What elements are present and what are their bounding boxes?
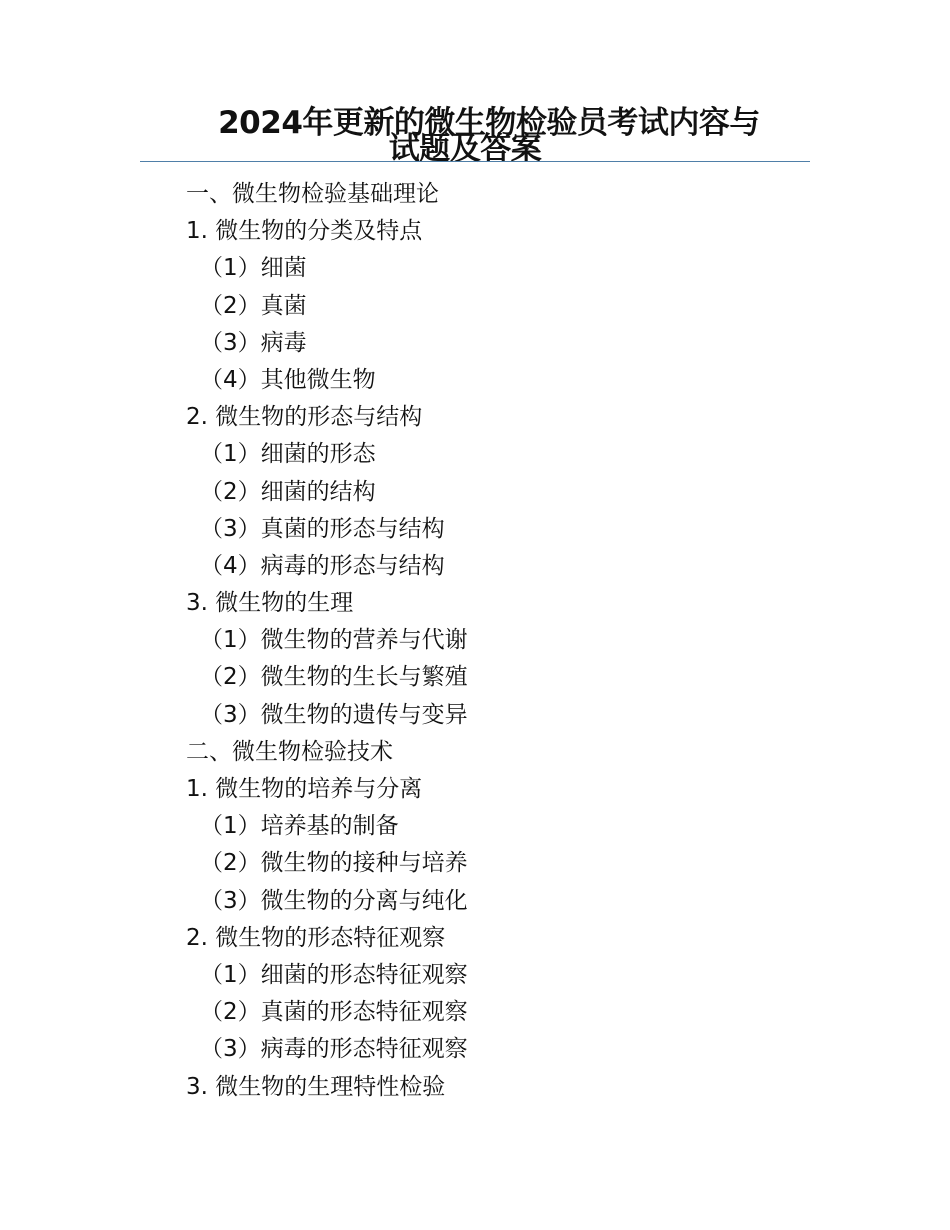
outline-item: 二、微生物检验技术 bbox=[186, 738, 393, 765]
outline-item: 1. 微生物的培养与分离 bbox=[186, 776, 423, 802]
outline-item: （2）细菌的结构 bbox=[200, 478, 376, 505]
outline-item: （3）微生物的分离与纯化 bbox=[200, 887, 468, 914]
outline-item: 2. 微生物的形态与结构 bbox=[186, 404, 423, 431]
document-title-line-1: 2024年更新的微生物检验员考试内容与 bbox=[218, 105, 760, 141]
outline-item: （1）微生物的营养与代谢 bbox=[200, 627, 468, 654]
outline-item: （2）真菌 bbox=[200, 292, 307, 319]
outline-item: 3. 微生物的生理特性检验 bbox=[186, 1073, 446, 1100]
outline-item: （3）病毒 bbox=[200, 329, 307, 356]
outline-item: （1）细菌的形态特征观察 bbox=[200, 961, 468, 988]
outline-item: 3. 微生物的生理 bbox=[186, 590, 354, 617]
outline-item: （3）病毒的形态特征观察 bbox=[200, 1036, 468, 1063]
outline-item: （3）微生物的遗传与变异 bbox=[200, 701, 468, 728]
outline-item: （2）真菌的形态特征观察 bbox=[200, 999, 468, 1026]
document-title bbox=[140, 104, 810, 167]
title-underline-rule bbox=[140, 161, 810, 162]
outline-item: （3）真菌的形态与结构 bbox=[200, 515, 445, 542]
outline-list bbox=[186, 176, 806, 1106]
outline-item: （4）病毒的形态与结构 bbox=[200, 552, 445, 579]
document-title-line-2: 试题及答案 bbox=[388, 131, 542, 167]
outline-item: 一、微生物检验基础理论 bbox=[186, 181, 439, 207]
outline-item: （1）细菌 bbox=[200, 255, 307, 282]
outline-item: （2）微生物的生长与繁殖 bbox=[200, 664, 468, 691]
outline-item: （4）其他微生物 bbox=[200, 366, 376, 393]
outline-item: （2）微生物的接种与培养 bbox=[200, 850, 468, 877]
outline-item: （1）细菌的形态 bbox=[200, 441, 376, 468]
outline-item: 2. 微生物的形态特征观察 bbox=[186, 924, 446, 951]
outline-item: 1. 微生物的分类及特点 bbox=[186, 218, 423, 245]
outline-item: （1）培养基的制备 bbox=[200, 813, 399, 840]
